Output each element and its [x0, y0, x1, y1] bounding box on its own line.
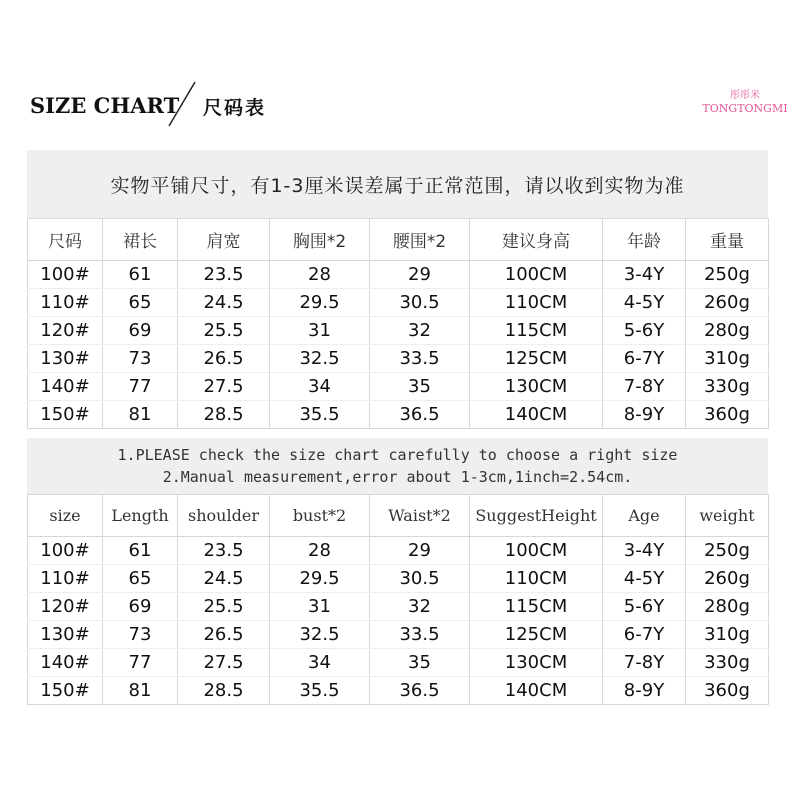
table-cell: 250g — [686, 261, 769, 289]
table-row — [28, 373, 769, 401]
column-header: 尺码 — [28, 219, 103, 261]
table-cell: 360g — [686, 401, 769, 429]
table-cell: 73 — [103, 345, 178, 373]
size-table-cn — [27, 150, 768, 429]
table-cell: 120# — [28, 593, 103, 621]
table-cell: 330g — [686, 649, 769, 677]
table-cell: 25.5 — [178, 317, 270, 345]
table-cell: 150# — [28, 677, 103, 705]
table-cell: 36.5 — [370, 677, 470, 705]
table-cell: 7-8Y — [603, 649, 686, 677]
column-header: 腰围*2 — [370, 219, 470, 261]
table-cell: 31 — [270, 593, 370, 621]
table-row — [28, 261, 769, 289]
table-cell: 310g — [686, 345, 769, 373]
table-cell: 280g — [686, 593, 769, 621]
table-row — [28, 593, 769, 621]
table-cell: 34 — [270, 649, 370, 677]
measurement-note-cn — [27, 150, 768, 218]
table-cell: 100CM — [470, 537, 603, 565]
table-cell: 25.5 — [178, 593, 270, 621]
measurement-note-en — [27, 438, 768, 494]
table-cell: 250g — [686, 537, 769, 565]
column-header: 裙长 — [103, 219, 178, 261]
table-cell: 110CM — [470, 289, 603, 317]
table-cell: 30.5 — [370, 565, 470, 593]
column-header: size — [28, 495, 103, 537]
table-cell: 32.5 — [270, 345, 370, 373]
table-cell: 140CM — [470, 401, 603, 429]
table-cell: 5-6Y — [603, 317, 686, 345]
table-cell: 3-4Y — [603, 537, 686, 565]
table-cell: 81 — [103, 401, 178, 429]
table-cell: 29.5 — [270, 289, 370, 317]
table-cell: 140# — [28, 373, 103, 401]
table-cell: 69 — [103, 317, 178, 345]
table-cell: 6-7Y — [603, 345, 686, 373]
table-cell: 7-8Y — [603, 373, 686, 401]
table-cell: 65 — [103, 289, 178, 317]
table-cell: 4-5Y — [603, 565, 686, 593]
table-cell: 115CM — [470, 593, 603, 621]
table-cell: 140CM — [470, 677, 603, 705]
table-cell: 360g — [686, 677, 769, 705]
table-cell: 32.5 — [270, 621, 370, 649]
table-cell: 28 — [270, 537, 370, 565]
table-cell: 310g — [686, 621, 769, 649]
brand-name-zh: 彤彤米 — [730, 90, 760, 101]
table-cell: 23.5 — [178, 537, 270, 565]
table-cell: 32 — [370, 593, 470, 621]
table-header-row — [28, 219, 769, 261]
column-header: Age — [603, 495, 686, 537]
table-cell: 130# — [28, 621, 103, 649]
table-cell: 5-6Y — [603, 593, 686, 621]
table-row — [28, 649, 769, 677]
table-cell: 35 — [370, 373, 470, 401]
table-header-row — [28, 495, 769, 537]
table-cell: 260g — [686, 565, 769, 593]
table-cell: 3-4Y — [603, 261, 686, 289]
table-cell: 77 — [103, 649, 178, 677]
table-cell: 81 — [103, 677, 178, 705]
size-chart-title-zh: 尺码表 — [203, 97, 267, 119]
brand-name-en: TONGTONGMI — [702, 102, 788, 115]
note-line-2: 2.Manual measurement,error about 1-3cm,1inch=2.54cm. — [162, 468, 633, 486]
table-cell: 8-9Y — [603, 677, 686, 705]
table-cell: 26.5 — [178, 345, 270, 373]
column-header: bust*2 — [270, 495, 370, 537]
table-cell: 8-9Y — [603, 401, 686, 429]
size-table-grid-cn — [27, 218, 769, 429]
column-header: Waist*2 — [370, 495, 470, 537]
table-row — [28, 565, 769, 593]
table-cell: 27.5 — [178, 649, 270, 677]
table-cell: 24.5 — [178, 565, 270, 593]
table-cell: 29 — [370, 261, 470, 289]
table-cell: 61 — [103, 537, 178, 565]
column-header: Length — [103, 495, 178, 537]
table-cell: 100# — [28, 261, 103, 289]
table-row — [28, 537, 769, 565]
table-cell: 260g — [686, 289, 769, 317]
table-cell: 130CM — [470, 649, 603, 677]
table-cell: 65 — [103, 565, 178, 593]
table-cell: 31 — [270, 317, 370, 345]
table-cell: 130CM — [470, 373, 603, 401]
table-cell: 28.5 — [178, 677, 270, 705]
table-cell: 33.5 — [370, 345, 470, 373]
table-row — [28, 317, 769, 345]
column-header: 肩宽 — [178, 219, 270, 261]
table-cell: 35.5 — [270, 677, 370, 705]
size-table-grid-en — [27, 494, 769, 705]
table-cell: 28 — [270, 261, 370, 289]
table-cell: 125CM — [470, 345, 603, 373]
column-header: 胸围*2 — [270, 219, 370, 261]
measurement-note-text: 实物平铺尺寸，有1-3厘米误差属于正常范围，请以收到实物为准 — [110, 174, 685, 197]
table-row — [28, 289, 769, 317]
table-cell: 100# — [28, 537, 103, 565]
table-cell: 4-5Y — [603, 289, 686, 317]
table-row — [28, 677, 769, 705]
table-cell: 73 — [103, 621, 178, 649]
table-cell: 36.5 — [370, 401, 470, 429]
table-cell: 28.5 — [178, 401, 270, 429]
table-cell: 69 — [103, 593, 178, 621]
brand-logo — [690, 90, 800, 116]
table-cell: 115CM — [470, 317, 603, 345]
table-cell: 34 — [270, 373, 370, 401]
slash-decoration — [165, 80, 199, 128]
table-cell: 29.5 — [270, 565, 370, 593]
table-cell: 35.5 — [270, 401, 370, 429]
column-header: weight — [686, 495, 769, 537]
table-cell: 120# — [28, 317, 103, 345]
table-row — [28, 621, 769, 649]
column-header: SuggestHeight — [470, 495, 603, 537]
column-header: 建议身高 — [470, 219, 603, 261]
table-cell: 130# — [28, 345, 103, 373]
table-cell: 30.5 — [370, 289, 470, 317]
table-cell: 6-7Y — [603, 621, 686, 649]
table-cell: 100CM — [470, 261, 603, 289]
table-cell: 110# — [28, 289, 103, 317]
table-cell: 23.5 — [178, 261, 270, 289]
size-chart-title: SIZE CHART — [30, 93, 180, 118]
table-cell: 35 — [370, 649, 470, 677]
size-table-en — [27, 438, 768, 705]
table-cell: 77 — [103, 373, 178, 401]
table-cell: 24.5 — [178, 289, 270, 317]
table-cell: 330g — [686, 373, 769, 401]
table-cell: 110CM — [470, 565, 603, 593]
table-row — [28, 401, 769, 429]
table-cell: 27.5 — [178, 373, 270, 401]
note-line-1: 1.PLEASE check the size chart carefully to choose a right size — [117, 446, 678, 464]
table-cell: 125CM — [470, 621, 603, 649]
table-cell: 280g — [686, 317, 769, 345]
table-cell: 150# — [28, 401, 103, 429]
table-cell: 61 — [103, 261, 178, 289]
table-row — [28, 345, 769, 373]
table-cell: 26.5 — [178, 621, 270, 649]
table-cell: 32 — [370, 317, 470, 345]
table-cell: 33.5 — [370, 621, 470, 649]
column-header: 重量 — [686, 219, 769, 261]
table-cell: 29 — [370, 537, 470, 565]
table-cell: 110# — [28, 565, 103, 593]
column-header: 年龄 — [603, 219, 686, 261]
table-cell: 140# — [28, 649, 103, 677]
column-header: shoulder — [178, 495, 270, 537]
